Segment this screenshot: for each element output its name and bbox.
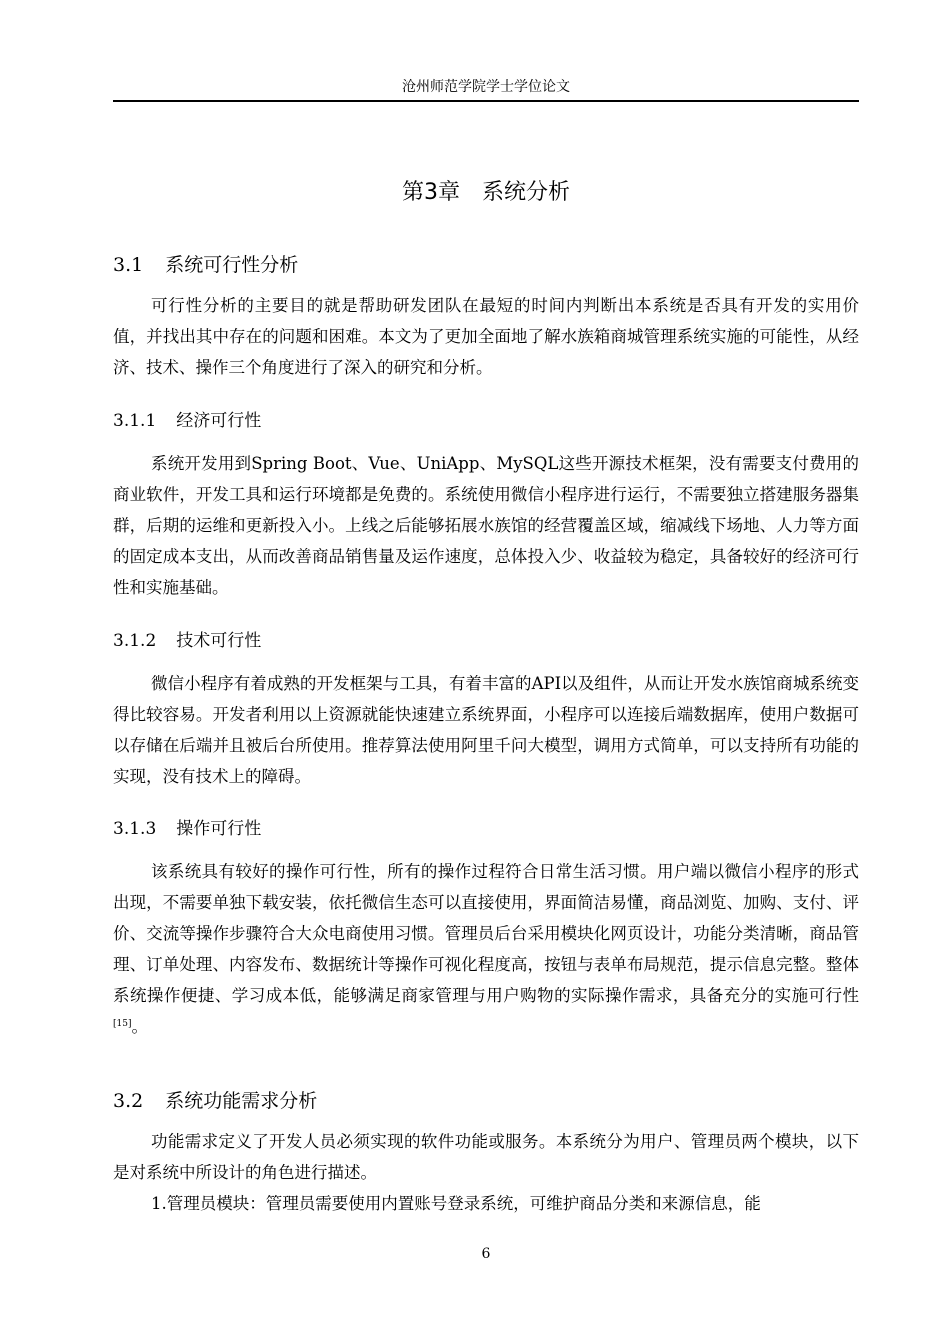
section-heading-3-1-1: [113, 409, 859, 433]
section-heading-3-1-2: [113, 629, 859, 653]
paragraph-3-1-3: [113, 856, 859, 1042]
paragraph-3-1-2: 微信小程序有着成熟的开发框架与工具，有着丰富的API以及组件，从而让开发水族馆商城系统变得比较容易。开发者利用以上资源就能快速建立系统界面，小程序可以连接后端数据库，使用户数据可以存储在后端并且被后台所使用。推荐算法使用阿里千问大模型，调用方式简单，可以支持所有功能的实现，没有技术上的障碍。: [113, 674, 859, 786]
section-title: 系统可行性分析: [165, 254, 299, 276]
citation-reference: [15]: [113, 1019, 132, 1029]
section-number: 3.1.2: [113, 631, 157, 651]
paragraph-end: 。: [131, 1017, 148, 1036]
paragraph-3-1-1: 系统开发用到Spring Boot、Vue、UniApp、MySQL这些开源技术框架，没有需要支付费用的商业软件，开发工具和运行环境都是免费的。系统使用微信小程序进行运行，不需要独立搭建服务器集群，后期的运维和更新投入小。上线之后能够拓展水族馆的经营覆盖区域，缩减线下场地、人力等方面的固定成本支出，从而改善商品销售量及运作速度，总体投入少、收益较为稳定，具备较好的经济可行性和实施基础。: [113, 454, 859, 597]
section-title: 技术可行性: [176, 631, 262, 651]
chapter-name: 系统分析: [481, 180, 570, 205]
page-number: 6: [481, 1246, 491, 1262]
section-heading-3-1: [113, 252, 859, 278]
section-number: 3.1: [113, 254, 144, 276]
chapter-number: 第3章: [401, 180, 460, 205]
section-number: 3.2: [113, 1090, 144, 1112]
running-header: 沧州师范学院学士学位论文: [402, 79, 570, 95]
paragraph-text: 该系统具有较好的操作可行性，所有的操作过程符合日常生活习惯。用户端以微信小程序的形式出现，不需要单独下载安装，依托微信生态可以直接使用，界面简洁易懂，商品浏览、加购、支付、评价、交流等操作步骤符合大众电商使用习惯。管理员后台采用模块化网页设计，功能分类清晰，商品管理、订单处理、内容发布、数据统计等操作可视化程度高，按钮与表单布局规范，提示信息完整。整体系统操作便捷、学习成本低，能够满足商家管理与用户购物的实际操作需求，具备充分的实施可行性: [113, 862, 859, 1005]
section-title: 操作可行性: [176, 819, 262, 839]
header-rule: [113, 100, 859, 102]
paragraph-3-1: 可行性分析的主要目的就是帮助研发团队在最短的时间内判断出本系统是否具有开发的实用价值，并找出其中存在的问题和困难。本文为了更加全面地了解水族箱商城管理系统实施的可能性，从经济、技术、操作三个角度进行了深入的研究和分析。: [113, 296, 859, 377]
paragraph-3-2: 功能需求定义了开发人员必须实现的软件功能或服务。本系统分为用户、管理员两个模块，以下是对系统中所设计的角色进行描述。: [113, 1132, 859, 1182]
section-heading-3-1-3: [113, 817, 859, 841]
section-title: 系统功能需求分析: [165, 1090, 318, 1112]
section-heading-3-2: [113, 1088, 859, 1114]
section-title: 经济可行性: [176, 411, 262, 431]
chapter-title: [113, 178, 859, 208]
section-number: 3.1.1: [113, 411, 157, 431]
list-item-admin-module: 1.管理员模块：管理员需要使用内置账号登录系统，可维护商品分类和来源信息，能: [151, 1194, 761, 1213]
section-number: 3.1.3: [113, 819, 157, 839]
